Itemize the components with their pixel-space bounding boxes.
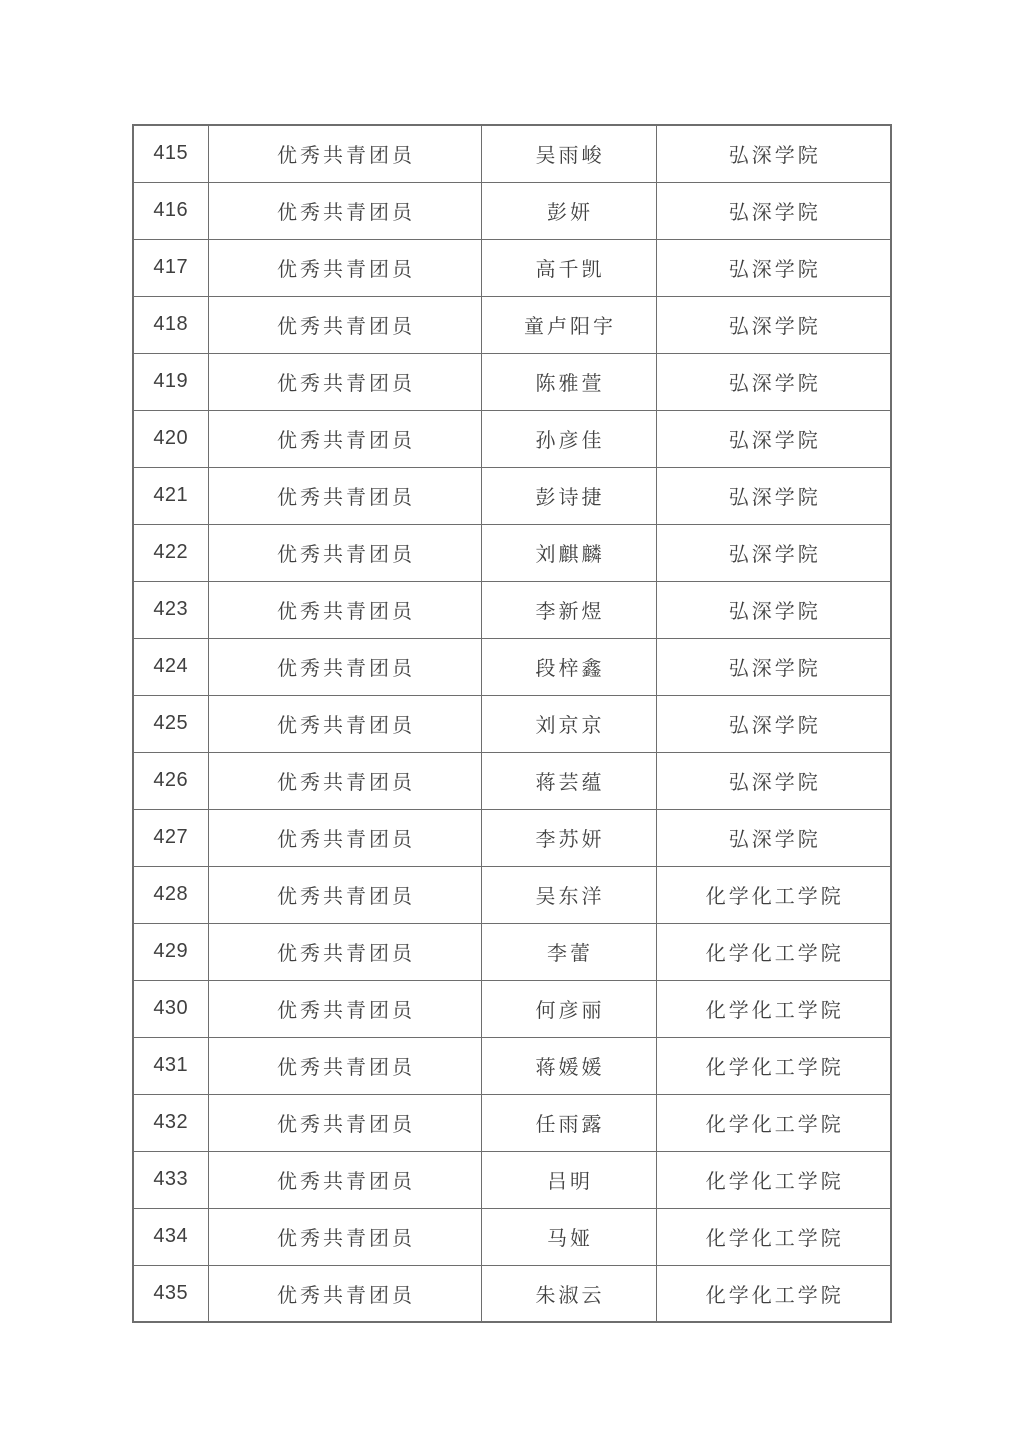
table-row	[133, 1265, 891, 1322]
row-number-cell: 419	[133, 353, 208, 410]
college-name-cell: 弘深学院	[656, 296, 891, 353]
row-number-cell: 427	[133, 809, 208, 866]
award-title-cell: 优秀共青团员	[208, 638, 481, 695]
table-row	[133, 638, 891, 695]
row-number-cell: 416	[133, 182, 208, 239]
award-title-cell: 优秀共青团员	[208, 125, 481, 182]
student-name-cell: 朱淑云	[481, 1265, 656, 1322]
row-number-cell: 428	[133, 866, 208, 923]
award-title-cell: 优秀共青团员	[208, 866, 481, 923]
college-name-cell: 化学化工学院	[656, 980, 891, 1037]
row-number-cell: 432	[133, 1094, 208, 1151]
student-name-cell: 吕明	[481, 1151, 656, 1208]
college-name-cell: 化学化工学院	[656, 1151, 891, 1208]
student-name-cell: 孙彦佳	[481, 410, 656, 467]
row-number-cell: 426	[133, 752, 208, 809]
college-name-cell: 弘深学院	[656, 581, 891, 638]
row-number-cell: 423	[133, 581, 208, 638]
table-row	[133, 695, 891, 752]
student-name-cell: 李蕾	[481, 923, 656, 980]
table-row	[133, 581, 891, 638]
table-row	[133, 239, 891, 296]
table-row	[133, 923, 891, 980]
student-name-cell: 李新煜	[481, 581, 656, 638]
table-row	[133, 1151, 891, 1208]
table-row	[133, 1094, 891, 1151]
table-row	[133, 410, 891, 467]
college-name-cell: 弘深学院	[656, 239, 891, 296]
student-name-cell: 彭妍	[481, 182, 656, 239]
award-title-cell: 优秀共青团员	[208, 1208, 481, 1265]
row-number-cell: 415	[133, 125, 208, 182]
student-name-cell: 任雨露	[481, 1094, 656, 1151]
table-row	[133, 752, 891, 809]
student-name-cell: 马娅	[481, 1208, 656, 1265]
row-number-cell: 417	[133, 239, 208, 296]
student-name-cell: 高千凯	[481, 239, 656, 296]
row-number-cell: 422	[133, 524, 208, 581]
award-title-cell: 优秀共青团员	[208, 923, 481, 980]
college-name-cell: 化学化工学院	[656, 866, 891, 923]
student-name-cell: 童卢阳宇	[481, 296, 656, 353]
row-number-cell: 424	[133, 638, 208, 695]
row-number-cell: 425	[133, 695, 208, 752]
college-name-cell: 弘深学院	[656, 695, 891, 752]
college-name-cell: 弘深学院	[656, 809, 891, 866]
table-row	[133, 809, 891, 866]
college-name-cell: 弘深学院	[656, 182, 891, 239]
award-title-cell: 优秀共青团员	[208, 1151, 481, 1208]
award-title-cell: 优秀共青团员	[208, 353, 481, 410]
award-title-cell: 优秀共青团员	[208, 182, 481, 239]
award-title-cell: 优秀共青团员	[208, 581, 481, 638]
student-name-cell: 彭诗捷	[481, 467, 656, 524]
table-row	[133, 524, 891, 581]
row-number-cell: 433	[133, 1151, 208, 1208]
table-row	[133, 296, 891, 353]
award-title-cell: 优秀共青团员	[208, 695, 481, 752]
award-title-cell: 优秀共青团员	[208, 1037, 481, 1094]
row-number-cell: 431	[133, 1037, 208, 1094]
table-row	[133, 866, 891, 923]
college-name-cell: 化学化工学院	[656, 1094, 891, 1151]
student-name-cell: 蒋芸蕴	[481, 752, 656, 809]
row-number-cell: 435	[133, 1265, 208, 1322]
row-number-cell: 421	[133, 467, 208, 524]
college-name-cell: 弘深学院	[656, 125, 891, 182]
student-name-cell: 吴东洋	[481, 866, 656, 923]
college-name-cell: 弘深学院	[656, 752, 891, 809]
college-name-cell: 化学化工学院	[656, 923, 891, 980]
college-name-cell: 化学化工学院	[656, 1037, 891, 1094]
award-title-cell: 优秀共青团员	[208, 1265, 481, 1322]
college-name-cell: 化学化工学院	[656, 1208, 891, 1265]
row-number-cell: 430	[133, 980, 208, 1037]
award-title-cell: 优秀共青团员	[208, 980, 481, 1037]
student-name-cell: 李苏妍	[481, 809, 656, 866]
award-title-cell: 优秀共青团员	[208, 239, 481, 296]
student-name-cell: 刘麒麟	[481, 524, 656, 581]
student-name-cell: 蒋媛媛	[481, 1037, 656, 1094]
table-row	[133, 125, 891, 182]
award-title-cell: 优秀共青团员	[208, 524, 481, 581]
student-name-cell: 何彦丽	[481, 980, 656, 1037]
award-recipients-table	[132, 124, 892, 1323]
table-row	[133, 1208, 891, 1265]
student-name-cell: 刘京京	[481, 695, 656, 752]
college-name-cell: 弘深学院	[656, 353, 891, 410]
award-title-cell: 优秀共青团员	[208, 467, 481, 524]
award-title-cell: 优秀共青团员	[208, 410, 481, 467]
row-number-cell: 420	[133, 410, 208, 467]
row-number-cell: 434	[133, 1208, 208, 1265]
college-name-cell: 化学化工学院	[656, 1265, 891, 1322]
table-row	[133, 353, 891, 410]
row-number-cell: 429	[133, 923, 208, 980]
college-name-cell: 弘深学院	[656, 410, 891, 467]
student-name-cell: 吴雨峻	[481, 125, 656, 182]
row-number-cell: 418	[133, 296, 208, 353]
table-row	[133, 467, 891, 524]
award-title-cell: 优秀共青团员	[208, 752, 481, 809]
award-title-cell: 优秀共青团员	[208, 809, 481, 866]
student-name-cell: 陈雅萱	[481, 353, 656, 410]
table-row	[133, 182, 891, 239]
college-name-cell: 弘深学院	[656, 467, 891, 524]
table-row	[133, 1037, 891, 1094]
table-row	[133, 980, 891, 1037]
award-title-cell: 优秀共青团员	[208, 1094, 481, 1151]
student-name-cell: 段梓鑫	[481, 638, 656, 695]
college-name-cell: 弘深学院	[656, 524, 891, 581]
college-name-cell: 弘深学院	[656, 638, 891, 695]
award-title-cell: 优秀共青团员	[208, 296, 481, 353]
award-table-body	[133, 125, 891, 1322]
